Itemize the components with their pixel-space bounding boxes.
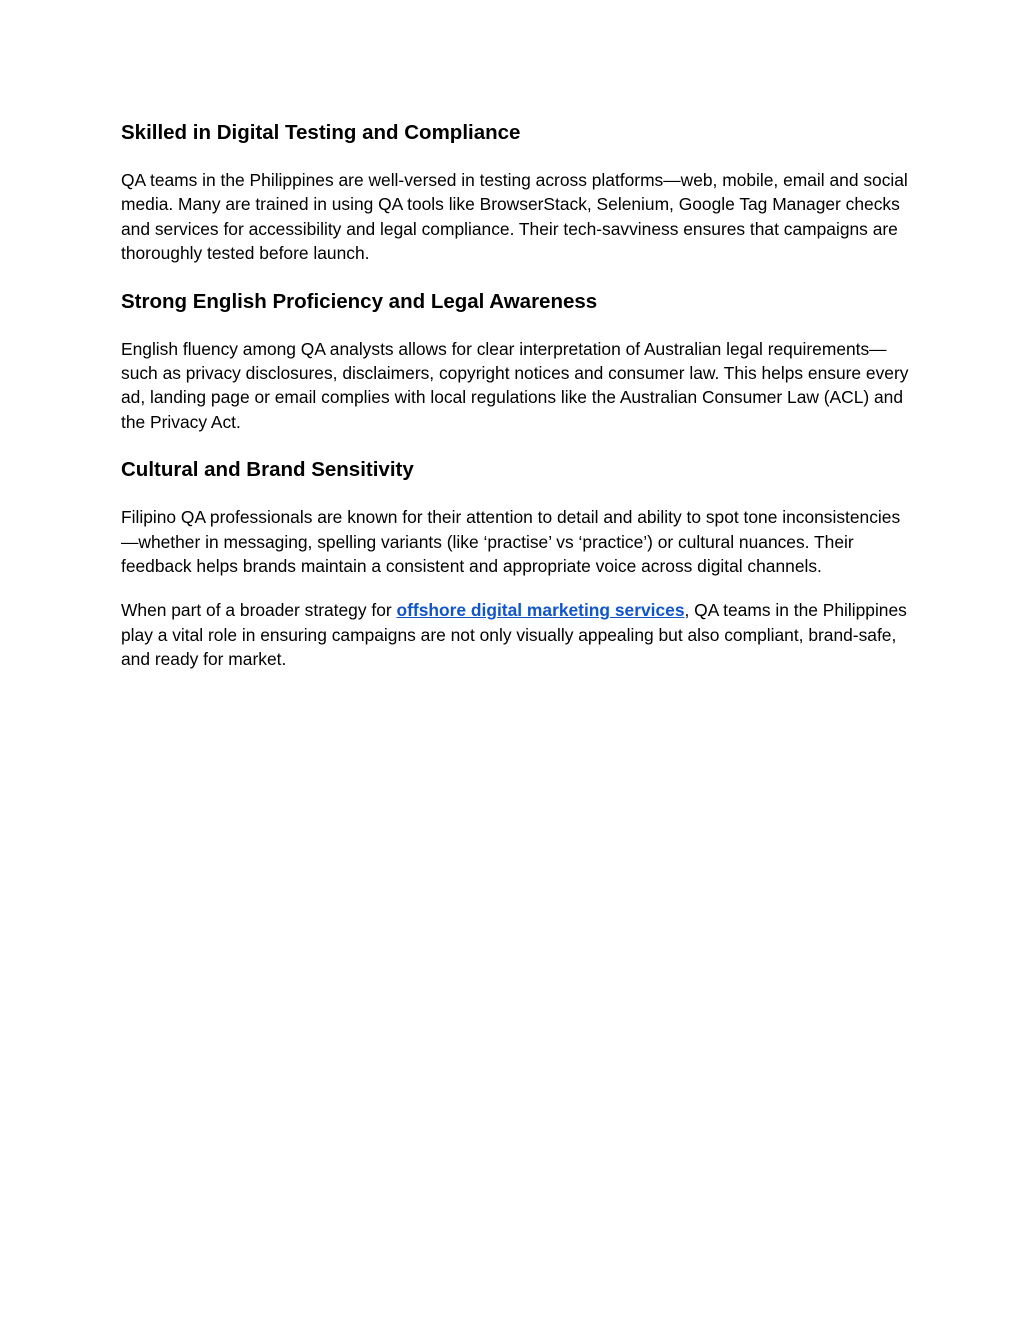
closing-paragraph: [121, 598, 911, 671]
document-page: [121, 118, 911, 672]
section-heading-english-proficiency: Strong English Proficiency and Legal Awareness: [121, 289, 598, 313]
closing-text-after-link: , QA teams in the Philippines play a vital role in ensuring campaigns are not only visually appealing but also compliant, brand-safe, and ready for market.: [121, 600, 907, 670]
section-heading-digital-testing: Skilled in Digital Testing and Compliance: [121, 121, 521, 144]
section-heading-cultural-sensitivity: Cultural and Brand Sensitivity: [121, 458, 414, 482]
offshore-digital-marketing-link[interactable]: offshore digital marketing services: [396, 600, 685, 621]
closing-text-before-link: When part of a broader strategy for: [121, 600, 397, 621]
section-body-cultural-sensitivity: Filipino QA professionals are known for their attention to detail and ability to spot tone inconsistencies—whether in messaging, spelling variants (like ‘practise’ vs ‘practice’) or cultural nuances. Their feedback helps brands maintain a consistent and appropriate voice across digital channels.: [121, 507, 901, 577]
section-body-digital-testing: QA teams in the Philippines are well-versed in testing across platforms—web, mobile, email and social media. Many are trained in using QA tools like BrowserStack, Selenium, Google Tag Manager checks and services for accessibility and legal compliance. Their tech-savviness ensures that campaigns are thoroughly tested before launch.: [121, 170, 908, 264]
section-body-english-proficiency: English fluency among QA analysts allows for clear interpretation of Australian legal requirements—such as privacy disclosures, disclaimers, copyright notices and consumer law. This helps ensure every ad, landing page or email complies with local regulations like the Australian Consumer Law (ACL) and the Privacy Act.: [121, 338, 909, 432]
